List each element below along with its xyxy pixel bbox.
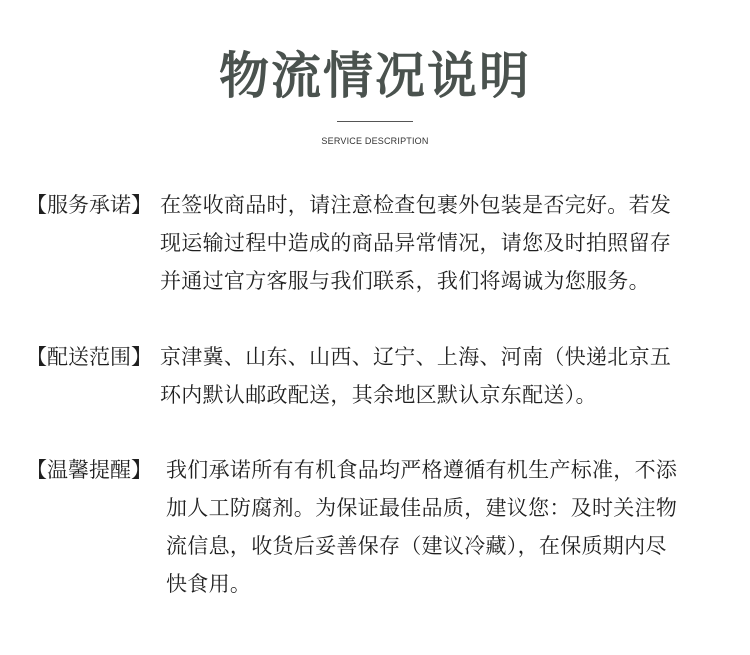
service-promise-label: 【服务承诺】 (26, 193, 152, 217)
friendly-reminder-line: 快食用。 (166, 572, 252, 596)
delivery-range-text (160, 338, 720, 414)
title-divider (337, 121, 413, 122)
service-promise-line: 在签收商品时，请注意检查包裹外包装是否完好。若发 (160, 193, 672, 217)
service-promise-text (160, 186, 720, 300)
delivery-range-line: 环内默认邮政配送，其余地区默认京东配送）。 (160, 383, 597, 407)
friendly-reminder-text (166, 451, 726, 603)
friendly-reminder-line: 流信息，收货后妥善保存（建议冷藏），在保质期内尽 (166, 534, 667, 558)
delivery-range-line: 京津冀、山东、山西、辽宁、上海、河南（快递北京五 (160, 345, 672, 369)
service-promise-line: 现运输过程中造成的商品异常情况，请您及时拍照留存 (160, 231, 672, 255)
service-promise-line: 并通过官方客服与我们联系，我们将竭诚为您服务。 (160, 269, 650, 293)
delivery-range-label: 【配送范围】 (26, 345, 152, 369)
page-subtitle: SERVICE DESCRIPTION (321, 136, 429, 146)
friendly-reminder-line: 我们承诺所有有机食品均严格遵循有机生产标准，不添 (166, 458, 678, 482)
friendly-reminder-label: 【温馨提醒】 (26, 458, 152, 482)
page-title: 物流情况说明 (219, 47, 531, 105)
friendly-reminder-line: 加人工防腐剂。为保证最佳品质，建议您：及时关注物 (166, 496, 678, 520)
